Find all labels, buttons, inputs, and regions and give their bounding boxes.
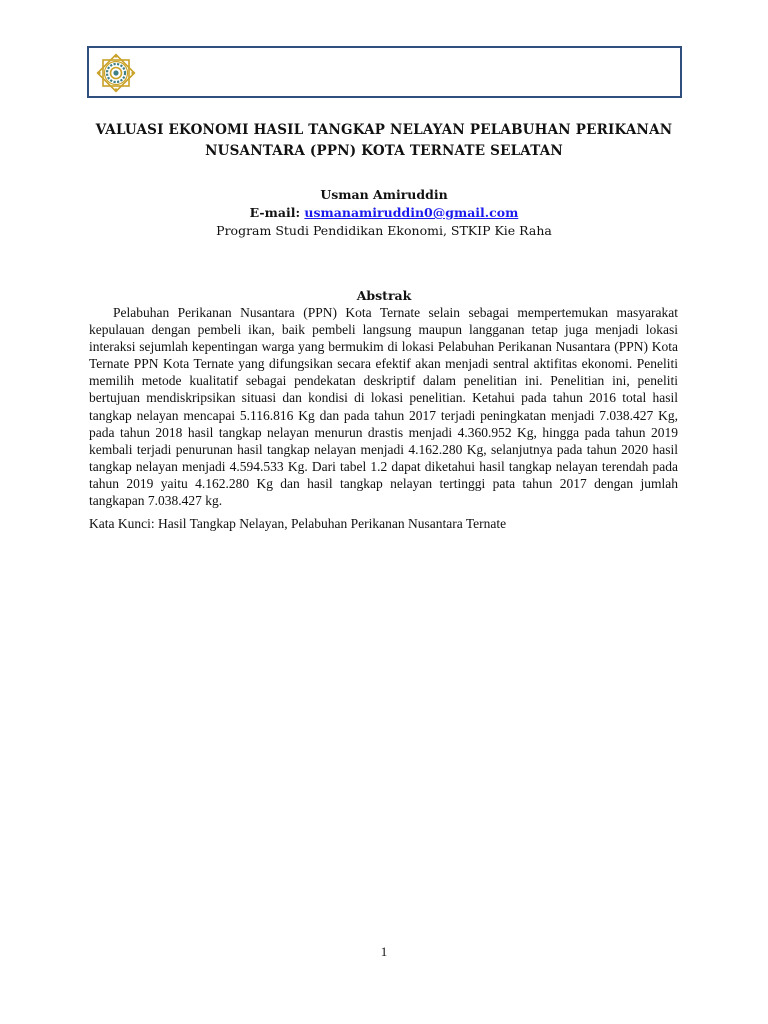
page-number: 1 [380,944,388,959]
email-link[interactable]: usmanamiruddin0@gmail.com [304,205,519,220]
ornamental-star-logo-icon [95,52,137,94]
author-affiliation: Program Studi Pendidikan Ekonomi, STKIP Kie Raha [216,223,552,238]
paper-title-line-1: VALUASI EKONOMI HASIL TANGKAP NELAYAN PELABUHAN PERIKANAN [95,122,673,138]
author-block [60,186,708,240]
journal-header-box [87,46,682,98]
keywords: Kata Kunci: Hasil Tangkap Nelayan, Pelabuhan Perikanan Nusantara Ternate [89,516,507,531]
paper-title-line-2: NUSANTARA (PPN) KOTA TERNATE SELATAN [205,143,563,159]
abstract-body: Pelabuhan Perikanan Nusantara (PPN) Kota Ternate selain sebagai mempertemukan masyarakat kepulauan dengan pembeli ikan, baik pembeli langsung maupun langganan tetap juga menjadi lokasi interaksi sejumlah kepentingan warga yang bermukim di lokasi Pelabuhan Perikanan Nusantara (PPN) Kota Ternate PPN Kota Ternate yang difungsikan secara efektif akan menjadi sentral aktifitas ekonomi. Peneliti memilih metode kualitatif sebagai pendekatan deskriptif dalam penelitian ini. Penelitian ini, peneliti bertujuan mendiskripsikan situasi dan kondisi di lokasi penelitian. Ketahui pada tahun 2016 total hasil tangkap nelayan mencapai 5.116.816 Kg dan pada tahun 2017 terjadi peningkatan menjadi 7.038.427 Kg, pada tahun 2018 hasil tangkap nelayan menurun drastis menjadi 4.360.952 Kg, hingga pada tahun 2019 kembali terjadi penurunan hasil tangkap nelayan menjadi 4.162.280 Kg, selanjutnya pada tahun 2020 hasil tangkap nelayan menjadi 4.594.533 Kg. Dari tabel 1.2 dapat diketahui hasil tangkap nelayan terendah pada tahun 2019 yaitu 4.162.280 Kg dan hasil tangkap nelayan tertinggi pata tahun 2017 dengan jumlah tangkapan 7.038.427 kg. [89,305,678,509]
author-name: Usman Amiruddin [320,187,448,202]
paper-title [60,120,708,162]
abstract-heading: Abstrak [356,288,412,303]
email-line [60,204,708,222]
email-label: E-mail: [249,205,305,220]
